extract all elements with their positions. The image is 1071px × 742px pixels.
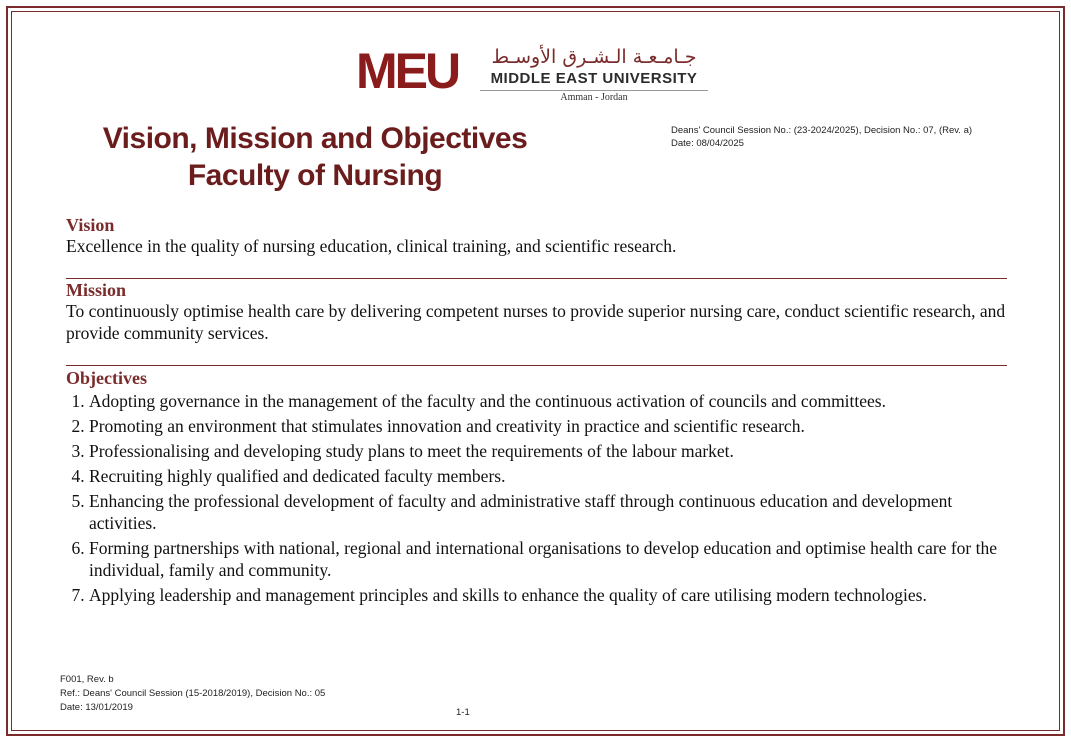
- objectives-list: [66, 390, 1007, 606]
- meta-session: Deans' Council Session No.: (23-2024/2025), Decision No.: 07, (Rev. a): [671, 125, 973, 136]
- mission-section: [66, 280, 1007, 344]
- vision-heading: Vision: [66, 215, 115, 235]
- mission-heading: Mission: [66, 280, 127, 300]
- footer-date: Date: 13/01/2019: [60, 702, 133, 713]
- mission-text: To continuously optimise health care by delivering competent nurses to provide superior nursing care, conduct scientific research, and provide community services.: [66, 301, 1006, 343]
- logo-location: Amman - Jordan: [560, 92, 628, 103]
- vision-section: [66, 215, 1007, 257]
- title-line-2: Faculty of Nursing: [187, 159, 443, 192]
- section-divider: [66, 365, 1007, 366]
- footer-reference: Ref.: Deans' Council Session (15-2018/2019), Decision No.: 05: [60, 688, 326, 699]
- list-item: 6. Forming partnerships with national, regional and international organisations to develop education and optimise health care for the individual, family and community.: [89, 537, 1007, 581]
- list-item: 3. Professionalising and developing study plans to meet the requirements of the labour market.: [89, 440, 1007, 462]
- document-footer: [60, 673, 460, 715]
- list-item: 4. Recruiting highly qualified and dedicated faculty members.: [89, 465, 1007, 487]
- page-title: [90, 120, 540, 194]
- list-item: 2. Promoting an environment that stimulates innovation and creativity in practice and scientific research.: [89, 415, 1007, 437]
- section-divider: [66, 278, 1007, 279]
- list-item: 1. Adopting governance in the management of the faculty and the continuous activation of councils and committees.: [89, 390, 1007, 412]
- list-item: 5. Enhancing the professional development of faculty and administrative staff through continuous education and development activities.: [89, 490, 1007, 534]
- logo-divider: [480, 90, 708, 91]
- university-logo: [356, 43, 716, 106]
- document-meta: [671, 124, 1001, 150]
- objectives-heading: Objectives: [66, 368, 147, 388]
- objectives-section: [66, 368, 1007, 609]
- logo-english-name: MIDDLE EAST UNIVERSITY: [490, 70, 698, 87]
- list-item: 7. Applying leadership and management principles and skills to enhance the quality of care utilising modern technologies.: [89, 584, 1007, 606]
- logo-mark: MEU: [356, 43, 459, 99]
- meta-date: Date: 08/04/2025: [671, 138, 744, 149]
- vision-text: Excellence in the quality of nursing education, clinical training, and scientific research.: [66, 236, 677, 256]
- logo-arabic-name: جـامـعـة الـشـرق الأوسـط: [491, 46, 697, 68]
- footer-form-id: F001, Rev. b: [60, 674, 114, 685]
- page-number: 1-1: [456, 707, 470, 718]
- title-line-1: Vision, Mission and Objectives: [102, 122, 528, 155]
